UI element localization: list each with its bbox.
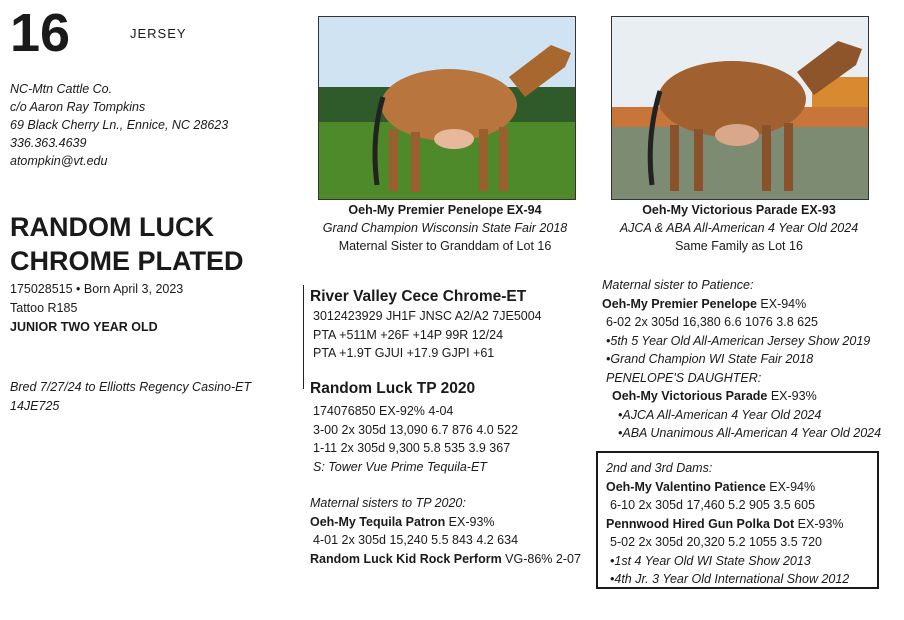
- penelope-honor: •5th 5 Year Old All-American Jersey Show 2019: [606, 333, 871, 348]
- penelope-score: EX-94%: [756, 296, 807, 311]
- consignor-phone: 336.363.4639: [10, 136, 87, 150]
- photo-subtitle: Grand Champion Wisconsin State Fair 2018: [322, 221, 568, 235]
- penelope-record: 6-02 2x 305d 16,380 6.6 1076 3.8 625: [606, 315, 818, 329]
- photo-caption-penelope: [295, 201, 595, 255]
- third-dam-honor: •1st 4 Year Old WI State Show 2013: [610, 553, 811, 568]
- sister-name: Oeh-My Tequila Patron: [310, 514, 446, 529]
- sister-score: EX-93%: [445, 514, 495, 529]
- sire-pta-production: PTA +511M +26F +14P 99R 12/24: [313, 327, 504, 342]
- sire-block: [310, 288, 542, 363]
- age-class: JUNIOR TWO YEAR OLD: [10, 320, 158, 334]
- parade-honor: •AJCA All-American 4 Year Old 2024: [618, 407, 822, 422]
- service-info: [10, 378, 251, 416]
- dam-name: Random Luck TP 2020: [310, 380, 476, 397]
- second-dam-score: EX-94%: [765, 479, 816, 494]
- animal-details: [10, 280, 183, 337]
- third-dam-record: 5-02 2x 305d 20,320 5.2 1055 3.5 720: [610, 535, 822, 549]
- photo-note: Maternal Sister to Granddam of Lot 16: [338, 239, 552, 253]
- patience-family: [602, 276, 881, 443]
- photo-title: Oeh-My Premier Penelope EX-94: [348, 203, 542, 217]
- dam-registration: 174076850 EX-92% 4-04: [313, 404, 454, 418]
- consignor-name: NC-Mtn Cattle Co.: [10, 82, 113, 96]
- third-dam-name: Pennwood Hired Gun Polka Dot: [606, 516, 795, 531]
- penelope-honor: •Grand Champion WI State Fair 2018: [606, 352, 814, 366]
- pedigree-connector: [303, 285, 304, 389]
- parade-name: Oeh-My Victorious Parade: [612, 389, 768, 403]
- penelope-name: Oeh-My Premier Penelope: [602, 296, 757, 311]
- sister-record: 4-01 2x 305d 15,240 5.5 843 4.2 634: [313, 533, 519, 547]
- consignor-email: atompkin@vt.edu: [10, 154, 108, 168]
- second-dam-name: Oeh-My Valentino Patience: [606, 479, 766, 494]
- animal-name-line1: RANDOM LUCK: [10, 212, 214, 242]
- sister-name: Random Luck Kid Rock Perform: [310, 551, 502, 566]
- dam-sire: S: Tower Vue Prime Tequila-ET: [313, 459, 487, 474]
- photo-subtitle: AJCA & ABA All-American 4 Year Old 2024: [619, 221, 859, 235]
- consignor-block: [10, 80, 228, 170]
- second-dam-record: 6-10 2x 305d 17,460 5.2 905 3.5 605: [610, 498, 816, 512]
- third-dam-score: EX-93%: [794, 516, 844, 531]
- photo-title: Oeh-My Victorious Parade EX-93: [642, 203, 836, 217]
- consignor-address: 69 Black Cherry Ln., Ennice, NC 28623: [10, 118, 229, 132]
- photo-parade: [611, 16, 869, 200]
- sire-info: 3012423929 JH1F JNSC A2/A2 7JE5004: [313, 309, 542, 323]
- dam-block: [310, 380, 518, 476]
- dam-record: 1-11 2x 305d 9,300 5.8 535 3.9 367: [313, 441, 511, 455]
- third-dam-honor: •4th Jr. 3 Year Old International Show 2012: [610, 572, 850, 586]
- photo-note: Same Family as Lot 16: [675, 239, 803, 253]
- second-third-dams-box: [596, 451, 879, 589]
- daughter-heading: PENELOPE'S DAUGHTER:: [606, 370, 762, 385]
- sisters-heading: Maternal sisters to TP 2020:: [310, 496, 466, 510]
- breed-label: JERSEY: [130, 26, 187, 41]
- bred-line: Bred 7/27/24 to Elliotts Regency Casino-ET: [10, 380, 252, 394]
- tattoo: Tattoo R185: [10, 301, 78, 315]
- dam-record: 3-00 2x 305d 13,090 6.7 876 4.0 522: [313, 422, 519, 437]
- consignor-contact: c/o Aaron Ray Tompkins: [10, 100, 146, 114]
- bred-naab: 14JE725: [10, 399, 60, 413]
- sister-score: VG-86% 2-07: [501, 551, 581, 566]
- parade-honor: •ABA Unanimous All-American 4 Year Old 2024: [618, 426, 882, 440]
- dam-sisters: [310, 494, 581, 568]
- photo-caption-parade: [589, 201, 889, 255]
- cow-photo-parade: [612, 17, 868, 199]
- animal-name: [10, 210, 244, 278]
- parade-score: EX-93%: [767, 389, 817, 403]
- photo-penelope: [318, 16, 576, 200]
- registration-birth: 175028515 • Born April 3, 2023: [10, 282, 184, 296]
- family-heading: Maternal sister to Patience:: [602, 278, 754, 292]
- sire-pta-type: PTA +1.9T GJUI +17.9 GJPI +61: [313, 346, 495, 360]
- sire-name: River Valley Cece Chrome-ET: [310, 288, 527, 305]
- animal-name-line2: CHROME PLATED: [10, 246, 244, 276]
- cow-photo-penelope: [319, 17, 575, 199]
- box-heading: 2nd and 3rd Dams:: [606, 461, 713, 475]
- lot-number: 16: [10, 3, 71, 63]
